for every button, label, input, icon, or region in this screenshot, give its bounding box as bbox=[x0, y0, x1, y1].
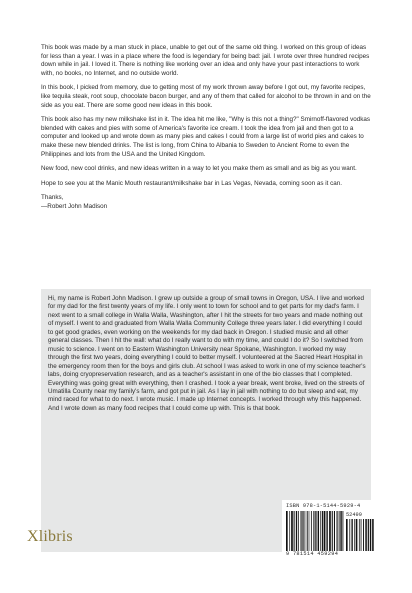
barcode-bar bbox=[349, 519, 350, 551]
barcode-bar bbox=[320, 511, 321, 551]
price-barcode bbox=[346, 519, 374, 551]
barcode-bar bbox=[361, 519, 362, 551]
barcode-bar bbox=[365, 519, 366, 551]
signature: —Robert John Madison bbox=[41, 202, 108, 210]
barcode-bar bbox=[356, 519, 358, 551]
barcode-bar bbox=[301, 511, 302, 551]
ean-barcode bbox=[286, 511, 344, 551]
barcode-bar bbox=[334, 511, 335, 551]
barcode-bar bbox=[324, 511, 326, 551]
barcode-bar bbox=[294, 511, 295, 551]
barcode-bar bbox=[332, 511, 333, 551]
intro-paragraph: Hope to see you at the Manic Mouth restaurant/milkshake bar in Las Vegas, Nevada, coming soon as it can. bbox=[41, 179, 343, 187]
barcode-bar bbox=[370, 519, 371, 551]
barcode-bar bbox=[363, 519, 364, 551]
barcode-bar bbox=[286, 511, 288, 551]
barcode-bar bbox=[340, 511, 341, 551]
barcode-bar bbox=[307, 511, 308, 551]
barcode-bar bbox=[368, 519, 369, 551]
intro-paragraph: This book also has my new milkshake list in it. The idea hit me like, "Why is this not a thing?" Smirnoff-flavored vodkas blended with cakes and pies with some of America's favorite ice cream. I took the idea from jail and then got to a computer and looked up and wrote down as many pies and cakes I could from a large list of world pies and cakes to make these new blended drinks. The list is long, from China to Albania to Sweden to Ancient Rome to even the Philippines and lots from the USA and the United Kingdom. bbox=[41, 116, 371, 158]
barcode-bar bbox=[329, 511, 331, 551]
barcode-bar bbox=[311, 511, 312, 551]
barcode-bar bbox=[315, 511, 316, 551]
barcode-bar bbox=[346, 519, 348, 551]
intro-paragraph: New food, new cool drinks, and new ideas written in a way to let you make them as small and as big as you want. bbox=[41, 165, 357, 173]
barcode-bar bbox=[372, 519, 374, 551]
barcode-bar bbox=[289, 511, 290, 551]
intro-paragraph: This book was made by a man stuck in place, unable to get out of the same old thing. I worked on this group of ideas for less than a year. I was in a place where the food is legendary for being bad: jail. I wrote over three hundred recipes down while in jail. I loved it. There is nothing like working over an idea and only have your past interactions to work with, no books, no Internet, and no outside world. bbox=[41, 44, 370, 77]
barcode-bar bbox=[351, 519, 352, 551]
barcode-bar bbox=[354, 519, 355, 551]
barcode-bar bbox=[326, 511, 327, 551]
barcode-bar bbox=[302, 511, 303, 551]
barcode-bar bbox=[337, 511, 338, 551]
barcode-bar bbox=[291, 511, 293, 551]
price-code: 52499 bbox=[346, 512, 362, 518]
publisher-logo: Xlibris bbox=[27, 528, 73, 545]
barcode-bar bbox=[313, 511, 314, 551]
barcode-bar bbox=[342, 511, 343, 551]
thanks-line: Thanks, bbox=[41, 194, 64, 202]
barcode-bar bbox=[309, 511, 310, 551]
barcode-bar bbox=[359, 519, 360, 551]
intro-paragraph: In this book, I picked from memory, due to getting most of my work thrown away before I got out, my favorite recipes, like tequila steak, root soup, chocolate bacon burger, and any of them that called for alcohol to be thrown in and on the side as you eat. There are some good new ideas in this book. bbox=[41, 84, 371, 109]
intro-text bbox=[41, 44, 371, 212]
barcode-bar bbox=[296, 511, 297, 551]
barcode-bar bbox=[305, 511, 306, 551]
author-bio-text: Hi, my name is Robert John Madison. I grew up outside a group of small towns in Oregon, USA. I live and worked for my dad for the first twenty years of my life. I only went to town for school and to get parts for my dad's farm. I next went to a small college in Walla Walla, Washington, after I hit the streets for two years and made nothing out of myself. I went to and graduated from Walla Walla Community College three years later. I did everything I could to get good grades, even working on the weekends for my dad back in Oregon. I studied music and all other general classes. Then I hit the wall: what do I really want to do with my time, and could I do it? So I switched from music to science. I went on to Eastern Washington University near Spokane, Washington. I worked my way through the first two years, doing everything I could to better myself. I volunteered at the Sacred Heart Hospital in the emergency room then for the boys and girls club. At school I was asked to work in one of my science teacher's labs, doing cryopreservation research, and as a teacher's assistant in one of the bio classes that I completed. Everything was going great with everything, then I crashed. I took a year break, went broke, lived on the streets of Umatilla County near my family's farm, and got put in jail. As I lay in jail with nothing to do but sleep and eat, my mind raced for what to do next. I wrote music. I made up Internet concepts. I worked through why this happened. And I wrote down as many food recipes that I could come up with. This is that book. bbox=[48, 295, 366, 412]
isbn-label: ISBN 978-1-5144-5929-4 bbox=[286, 503, 361, 509]
ean-digits: 9 781514 459294 bbox=[286, 551, 339, 557]
barcode-bar bbox=[318, 511, 319, 551]
barcode-bar bbox=[339, 511, 340, 551]
barcode-panel bbox=[282, 500, 380, 562]
barcode-bar bbox=[322, 511, 323, 551]
barcode-bar bbox=[298, 511, 299, 551]
